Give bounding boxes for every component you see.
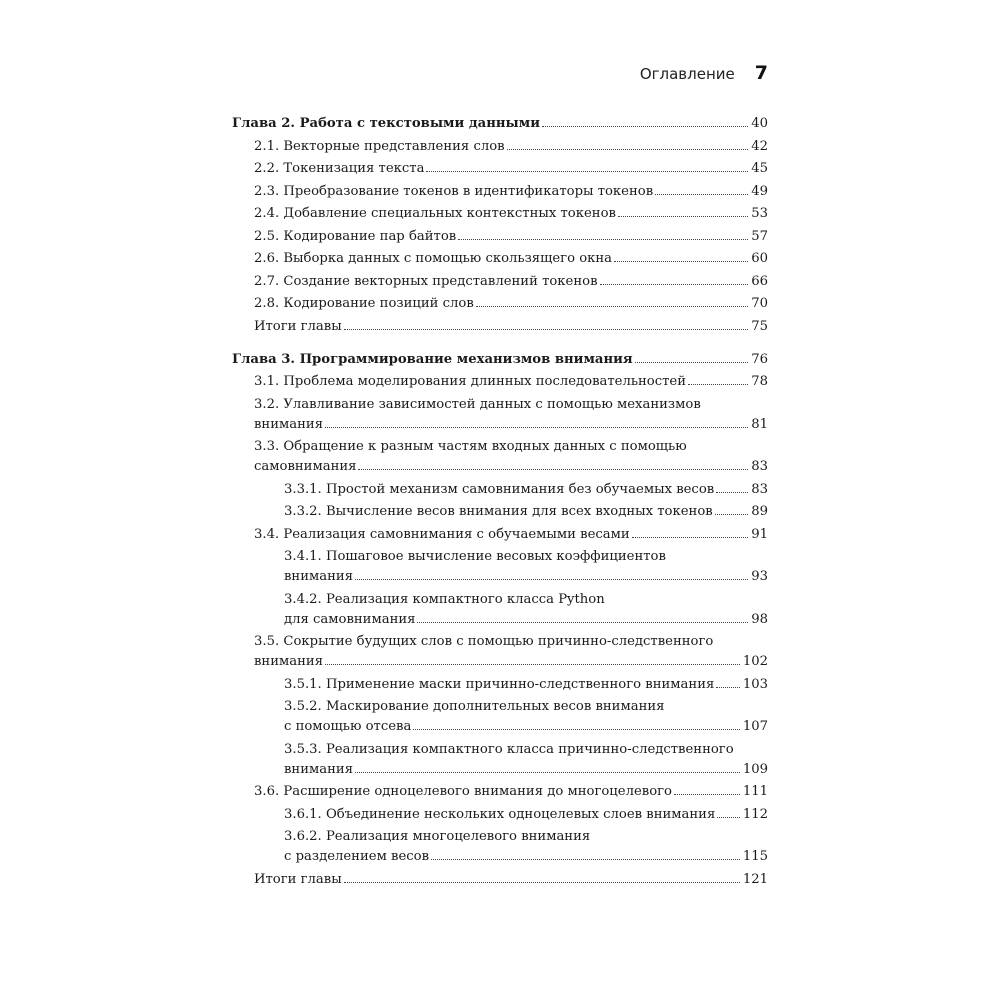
dot-leader	[614, 261, 748, 262]
dot-leader	[716, 687, 740, 688]
toc-subsection-entry[interactable]	[232, 740, 768, 780]
toc-entry-title: 2.4. Добавление специальных контекстных токенов	[254, 206, 616, 221]
dot-leader	[358, 469, 748, 470]
toc-page-number: 102	[742, 654, 768, 669]
toc-entry-title: самовнимания	[254, 459, 357, 474]
dot-leader	[344, 329, 749, 330]
toc-entry-title: 3.3. Обращение к разным частям входных данных с помощью	[254, 439, 687, 454]
toc-entry-title: 2.7. Создание векторных представлений токенов	[254, 273, 598, 289]
toc-page-number: 103	[742, 676, 768, 692]
toc-subsection-entry[interactable]	[232, 502, 768, 522]
toc-chapter-entry[interactable]	[232, 350, 768, 370]
dot-leader	[426, 171, 748, 172]
toc-entry-title: внимания	[254, 654, 324, 669]
dot-leader	[476, 306, 748, 307]
dot-leader	[674, 794, 740, 795]
toc-page-number: 40	[751, 116, 768, 131]
toc-section-entry[interactable]	[232, 782, 768, 802]
toc-chapter-entry[interactable]	[232, 114, 768, 134]
toc-page-number: 45	[751, 161, 768, 176]
dot-leader	[655, 194, 748, 195]
toc-subsection-entry[interactable]	[232, 827, 768, 867]
toc-section-entry[interactable]	[232, 182, 768, 202]
toc-entry-title: 3.3.2. Вычисление весов внимания для всех входных токенов	[284, 504, 713, 519]
toc-entry-title: 2.3. Преобразование токенов в идентификаторы токенов	[254, 183, 654, 199]
toc-page-number: 60	[751, 251, 768, 266]
toc-entry-title: 3.5. Сокрытие будущих слов с помощью причинно-следственного	[254, 634, 714, 649]
toc-page-number: 107	[742, 719, 768, 734]
toc-entry-title: 3.4. Реализация самовнимания с обучаемыми весами	[254, 526, 630, 542]
toc-section-entry[interactable]	[232, 227, 768, 247]
toc-section-entry[interactable]	[232, 137, 768, 157]
toc-page-number: 89	[751, 504, 768, 519]
toc-page-number: 115	[742, 849, 768, 864]
toc-section-entry[interactable]	[232, 204, 768, 224]
dot-leader	[600, 284, 749, 285]
toc-entry-title: с разделением весов	[284, 849, 429, 864]
dot-leader	[716, 492, 748, 493]
toc-entry-title: Итоги главы	[254, 871, 342, 887]
dot-leader	[688, 384, 748, 385]
table-of-contents	[232, 114, 768, 903]
toc-entry-title: для самовнимания	[284, 611, 416, 627]
toc-page-number: 57	[751, 228, 768, 244]
dot-leader	[355, 579, 748, 580]
toc-entry-title: 3.4.2. Реализация компактного класса Python	[284, 591, 605, 607]
toc-chapter-group	[232, 350, 768, 890]
dot-leader	[431, 859, 740, 860]
dot-leader	[635, 362, 749, 363]
dot-leader	[715, 514, 749, 515]
toc-page-number: 78	[751, 374, 768, 389]
toc-entry-title: 2.2. Токенизация текста	[254, 161, 425, 176]
toc-subsection-entry[interactable]	[232, 590, 768, 630]
toc-entry-title: 2.1. Векторные представления слов	[254, 138, 505, 154]
toc-section-entry[interactable]	[232, 437, 768, 477]
toc-page-number: 121	[742, 871, 768, 887]
header-title: Оглавление	[639, 65, 735, 83]
dot-leader	[355, 772, 740, 773]
dot-leader	[507, 149, 749, 150]
toc-chapter-group	[232, 114, 768, 337]
header-page-number: 7	[754, 62, 768, 84]
toc-entry-title: 3.6.2. Реализация многоцелевого внимания	[284, 829, 591, 844]
toc-entry-title: с помощью отсева	[284, 719, 412, 734]
toc-entry-title: 2.6. Выборка данных с помощью скользящего окна	[254, 251, 613, 266]
toc-entry-title: 3.5.2. Маскирование дополнительных весов внимания	[284, 699, 665, 714]
toc-section-entry[interactable]	[232, 294, 768, 314]
toc-page-number: 49	[751, 183, 768, 199]
toc-page-number: 76	[751, 351, 768, 367]
toc-page-number: 75	[751, 318, 768, 334]
toc-subsection-entry[interactable]	[232, 675, 768, 695]
toc-page-number: 98	[751, 611, 768, 627]
toc-section-entry[interactable]	[232, 395, 768, 435]
running-header	[640, 62, 768, 84]
toc-section-entry[interactable]	[232, 317, 768, 337]
dot-leader	[413, 729, 739, 730]
toc-entry-title: 3.5.3. Реализация компактного класса причинно-следственного	[284, 741, 734, 757]
toc-subsection-entry[interactable]	[232, 697, 768, 737]
dot-leader	[632, 537, 749, 538]
toc-page-number: 83	[751, 481, 768, 497]
toc-entry-title: 2.8. Кодирование позиций слов	[254, 296, 474, 311]
toc-entry-title: 3.6. Расширение одноцелевого внимания до многоцелевого	[254, 784, 672, 799]
toc-page-number: 53	[751, 206, 768, 221]
toc-entry-title: внимания	[254, 416, 324, 432]
toc-entry-title: 3.5.1. Применение маски причинно-следственного внимания	[284, 676, 715, 692]
toc-entry-title: 3.3.1. Простой механизм самовнимания без обучаемых весов	[284, 481, 715, 497]
toc-entry-title: 3.1. Проблема моделирования длинных последовательностей	[254, 374, 687, 389]
toc-section-entry[interactable]	[232, 272, 768, 292]
toc-page-number: 81	[751, 416, 768, 432]
toc-section-entry[interactable]	[232, 632, 768, 672]
toc-entry-title: 3.2. Улавливание зависимостей данных с помощью механизмов	[254, 396, 701, 412]
toc-subsection-entry[interactable]	[232, 480, 768, 500]
toc-section-entry[interactable]	[232, 159, 768, 179]
dot-leader	[542, 126, 748, 127]
toc-entry-title: Глава 2. Работа с текстовыми данными	[232, 116, 540, 131]
toc-entry-title: 2.5. Кодирование пар байтов	[254, 228, 457, 244]
toc-entry-title: внимания	[284, 569, 354, 584]
toc-page-number: 83	[751, 459, 768, 474]
toc-entry-title: 3.6.1. Объединение нескольких одноцелевых слоев внимания	[284, 806, 716, 822]
toc-entry-title: Глава 3. Программирование механизмов внимания	[232, 351, 633, 367]
toc-entry-title: Итоги главы	[254, 318, 342, 334]
dot-leader	[717, 817, 740, 818]
toc-page-number: 91	[751, 526, 768, 542]
toc-section-entry[interactable]	[232, 249, 768, 269]
toc-page-number: 93	[751, 569, 768, 584]
toc-page-number: 66	[751, 273, 768, 289]
dot-leader	[458, 239, 748, 240]
dot-leader	[325, 664, 740, 665]
toc-section-entry[interactable]	[232, 525, 768, 545]
toc-entry-title: 3.4.1. Пошаговое вычисление весовых коэффициентов	[284, 549, 666, 564]
toc-subsection-entry[interactable]	[232, 805, 768, 825]
toc-page-number: 70	[751, 296, 768, 311]
toc-page-number: 42	[751, 138, 768, 154]
toc-section-entry[interactable]	[232, 870, 768, 890]
dot-leader	[417, 622, 748, 623]
toc-subsection-entry[interactable]	[232, 547, 768, 587]
toc-entry-title: внимания	[284, 761, 354, 777]
toc-page-number: 111	[742, 784, 768, 799]
dot-leader	[325, 427, 748, 428]
toc-section-entry[interactable]	[232, 372, 768, 392]
toc-page-number: 109	[742, 761, 768, 777]
dot-leader	[618, 216, 748, 217]
toc-page-number: 112	[742, 806, 768, 822]
dot-leader	[344, 882, 740, 883]
